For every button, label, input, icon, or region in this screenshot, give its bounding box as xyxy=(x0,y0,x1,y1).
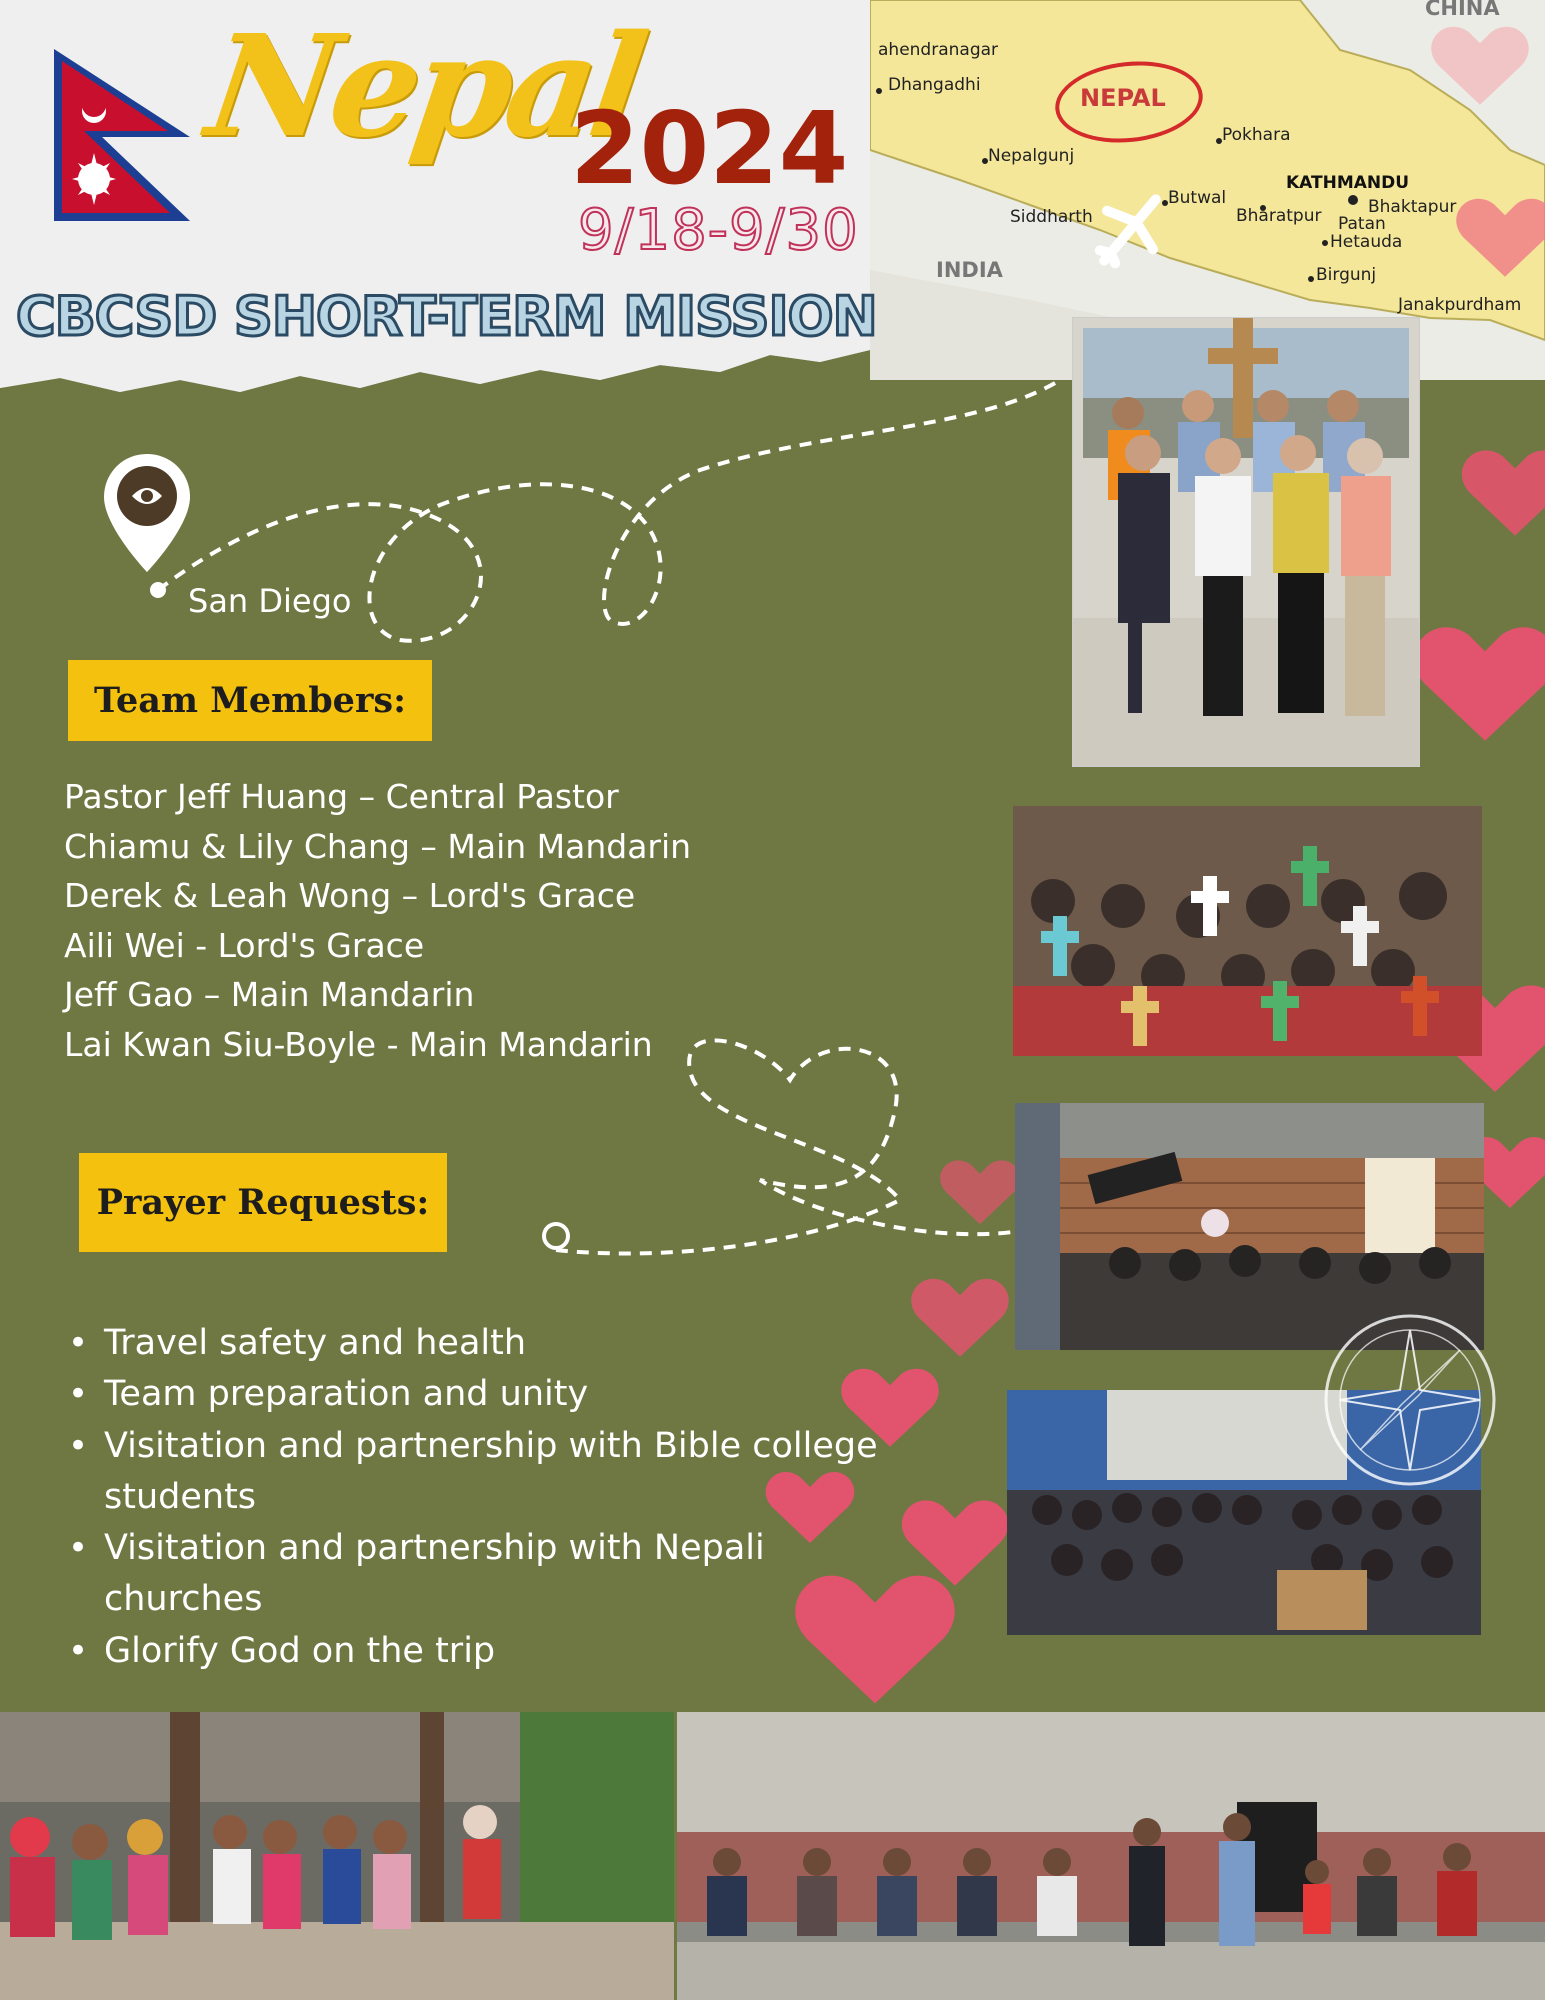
team-member-list xyxy=(64,772,691,1069)
compass-icon xyxy=(1320,1310,1500,1490)
team-member: Pastor Jeff Huang – Central Pastor xyxy=(64,777,619,816)
map-label-bharatpur: Bharatpur xyxy=(1236,206,1322,226)
mission-subtitle: CBCSD SHORT-TERM MISSION xyxy=(16,285,877,348)
team-member: Chiamu & Lily Chang – Main Mandarin xyxy=(64,826,692,866)
map-label-mahendranagar: ahendranagar xyxy=(878,40,999,60)
prayer-item: • Visitation and partnership with Bible college students xyxy=(68,1421,898,1524)
prayer-item: • Team preparation and unity xyxy=(68,1369,898,1420)
map-dot-dhangadhi xyxy=(876,88,882,94)
team-member: Jeff Gao – Main Mandarin xyxy=(64,975,475,1014)
prayer-request-list xyxy=(68,1318,898,1677)
map-label-hetauda: Hetauda xyxy=(1330,232,1403,252)
origin-label: San Diego xyxy=(188,582,352,620)
map-label-kathmandu: KATHMANDU xyxy=(1286,173,1410,193)
courtyard-gathering-photo xyxy=(677,1712,1545,2000)
map-label-india: INDIA xyxy=(936,258,1003,282)
team-member: Aili Wei - Lord's Grace xyxy=(64,925,425,965)
map-label-janakpurdham: Janakpurdham xyxy=(1398,295,1522,315)
prayer-requests-heading: Prayer Requests: xyxy=(79,1153,447,1252)
map-label-pokhara: Pokhara xyxy=(1222,125,1291,145)
team-member: Derek & Leah Wong – Lord's Grace xyxy=(64,876,636,915)
heart-icon xyxy=(1450,180,1545,290)
map-dot-birgunj xyxy=(1308,276,1314,282)
map-label-nepalgunj: Nepalgunj xyxy=(988,146,1075,166)
heart-icon xyxy=(1405,600,1545,760)
team-member: Lai Kwan Siu-Boyle - Main Mandarin xyxy=(64,1024,653,1064)
heart-icon xyxy=(1425,8,1535,118)
team-group-photo xyxy=(1073,318,1419,766)
team-members-heading: Team Members: xyxy=(68,660,432,741)
prayer-item: • Visitation and partnership with Nepali churches xyxy=(68,1523,898,1626)
map-label-birgunj: Birgunj xyxy=(1316,265,1377,285)
nepal-flag-icon xyxy=(50,45,200,225)
map-dot-kathmandu xyxy=(1348,195,1358,205)
map-label-patan: Patan xyxy=(1338,214,1386,234)
heart-icon xyxy=(1455,430,1545,550)
children-with-crosses-photo xyxy=(1013,806,1482,1056)
map-label-dhangadhi: Dhangadhi xyxy=(888,75,981,95)
map-label-nepal: NEPAL xyxy=(1080,84,1166,112)
map-label-bhaktapur: Bhaktapur xyxy=(1368,197,1457,217)
trip-dates: 9/18-9/30 xyxy=(578,198,859,263)
title-year: 2024 xyxy=(570,90,849,207)
map-label-siddharth: Siddharth xyxy=(1010,207,1093,227)
heart-icon xyxy=(935,1145,1025,1235)
village-women-photo xyxy=(0,1712,674,2000)
title-nepal: Nepal xyxy=(198,5,651,169)
map-label-china: CHINA xyxy=(1425,0,1500,20)
map-dot-hetauda xyxy=(1322,240,1328,246)
map-label-butwal: Butwal xyxy=(1168,188,1227,208)
prayer-item: • Glorify God on the trip xyxy=(68,1626,898,1677)
prayer-item: • Travel safety and health xyxy=(68,1318,898,1369)
location-pin-icon xyxy=(102,452,192,577)
